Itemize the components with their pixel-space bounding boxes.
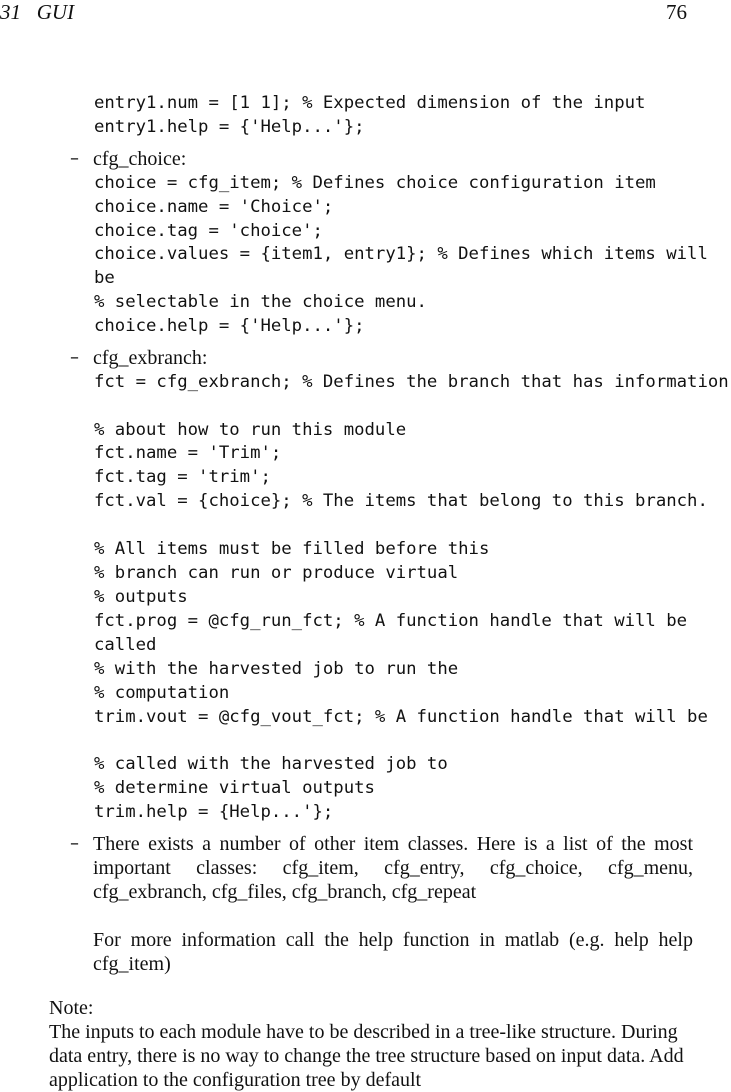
code-line: fct.val = {choice}; % The items that belong to this branch.: [94, 491, 708, 511]
code-line: entry1.num = [1 1]; % Expected dimension of the input: [94, 93, 646, 113]
code-line: % with the harvested job to run the: [94, 659, 459, 679]
bullet-label-cfg-exbranch: cfg_exbranch:: [93, 347, 208, 369]
running-header-chapter: 31 GUI: [0, 0, 75, 24]
code-line: fct = cfg_exbranch; % Defines the branch that has information: [94, 372, 729, 392]
code-line: % called with the harvested job to: [94, 754, 448, 774]
code-line: % determine virtual outputs: [94, 778, 375, 798]
code-line: % about how to run this module: [94, 420, 407, 440]
code-line: entry1.help = {'Help...'};: [94, 117, 365, 137]
code-line: % computation: [94, 683, 230, 703]
item-classes-paragraph: There exists a number of other item classes. Here is a list of the most important classes: cfg_item, cfg_entry, cfg_choice, cfg_menu, cfg_exbranch, cfg_files, cfg_branch, cfg_repeat: [93, 833, 693, 903]
note-text: The inputs to each module have to be described in a tree-like structure. During data entry, there is no way to change the tree structure based on input data. Add application to the configuration tree by default: [49, 1021, 684, 1091]
note-title: Note:: [49, 997, 94, 1019]
page-number: 76: [666, 0, 687, 24]
code-line: % branch can run or produce virtual: [94, 563, 459, 583]
code-line: choice.tag = 'choice';: [94, 221, 323, 241]
code-line: choice.name = 'Choice';: [94, 197, 334, 217]
code-line: fct.prog = @cfg_run_fct; % A function handle that will be: [94, 611, 688, 631]
code-line: fct.tag = 'trim';: [94, 467, 271, 487]
code-line: called: [94, 635, 157, 655]
bullet-dash: –: [70, 833, 79, 854]
code-line: fct.name = 'Trim';: [94, 443, 282, 463]
code-line: choice.values = {item1, entry1}; % Defines which items will: [94, 244, 708, 264]
code-line: % All items must be filled before this: [94, 539, 490, 559]
code-line: choice.help = {'Help...'};: [94, 316, 365, 336]
bullet-label-cfg-choice: cfg_choice:: [93, 148, 187, 170]
code-line: choice = cfg_item; % Defines choice configuration item: [94, 173, 656, 193]
bullet-dash: –: [70, 148, 79, 169]
code-line: % selectable in the choice menu.: [94, 292, 427, 312]
code-line: trim.help = {Help...'};: [94, 802, 334, 822]
code-line: be: [94, 268, 115, 288]
bullet-dash: –: [70, 347, 79, 368]
code-line: trim.vout = @cfg_vout_fct; % A function handle that will be: [94, 707, 708, 727]
help-paragraph: For more information call the help function in matlab (e.g. help help cfg_item): [93, 929, 693, 975]
code-line: % outputs: [94, 587, 188, 607]
